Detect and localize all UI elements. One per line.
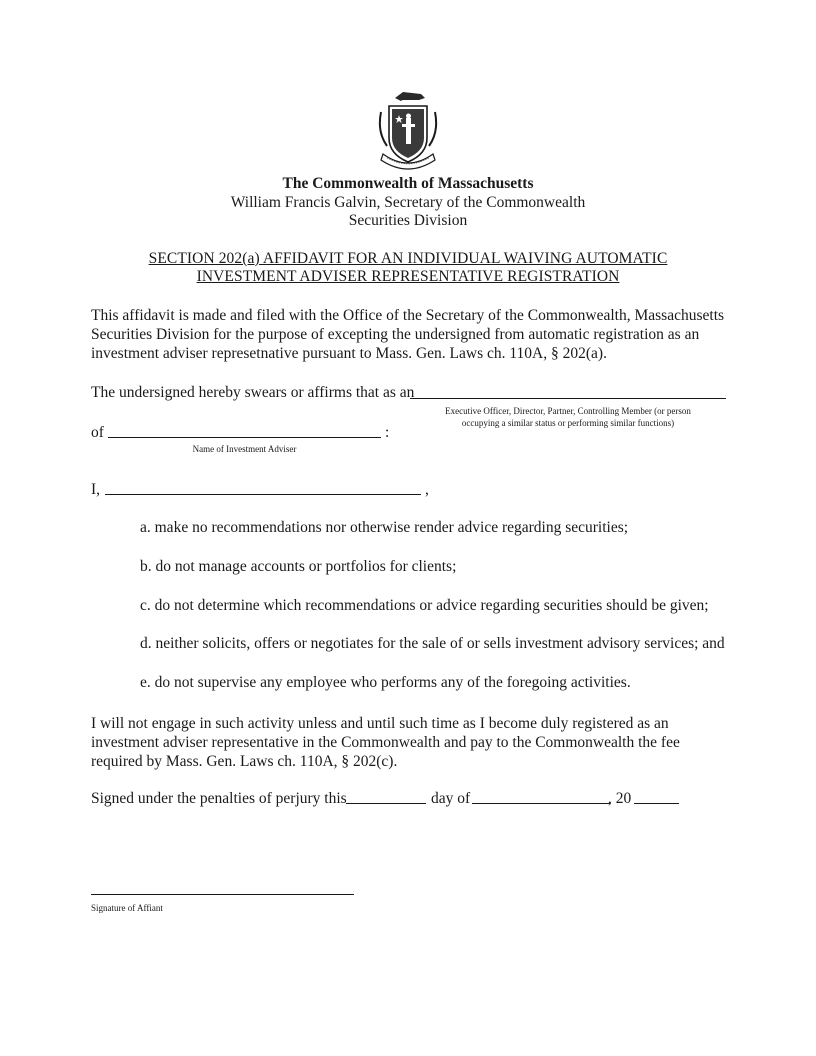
list-item-d: d. neither solicits, offers or negotiates for the sale of or sells investment advisory services; and — [140, 635, 725, 652]
role-field[interactable] — [410, 398, 726, 399]
commonwealth-title: The Commonwealth of Massachusetts — [282, 175, 534, 192]
closing-paragraph: I will not engage in such activity unless and until such time as I become duly registered as an investment adviser representative in the Commonwealth and pay to the Commonwealth the fee required by Mass. Gen. Laws ch. 110A, § 202(c). — [91, 715, 680, 770]
signature-caption: Signature of Affiant — [91, 903, 163, 913]
section-title-line-1: SECTION 202(a) AFFIDAVIT FOR AN INDIVIDUAL WAIVING AUTOMATIC — [148, 250, 668, 267]
day-of-label: day of — [431, 790, 471, 807]
list-item-b: b. do not manage accounts or portfolios for clients; — [140, 558, 457, 575]
section-title-line-2: INVESTMENT ADVISER REPRESENTATIVE REGISTRATION — [196, 268, 620, 285]
list-item-a: a. make no recommendations nor otherwise render advice regarding securities; — [140, 519, 629, 536]
massachusetts-seal-icon — [373, 88, 443, 172]
i-comma: , — [425, 481, 429, 498]
of-colon: : — [385, 424, 390, 441]
month-field[interactable] — [472, 803, 610, 804]
day-field[interactable] — [346, 803, 426, 804]
of-label: of — [91, 424, 104, 441]
swear-text: The undersigned hereby swears or affirms that as an — [91, 384, 415, 401]
list-item-c: c. do not determine which recommendations or advice regarding securities should be given; — [140, 597, 709, 614]
division-name: Securities Division — [348, 212, 468, 229]
signature-field[interactable] — [91, 894, 354, 895]
list-item-e: e. do not supervise any employee who performs any of the foregoing activities. — [140, 674, 631, 691]
secretary-name: William Francis Galvin, Secretary of the Commonwealth — [230, 194, 586, 211]
adviser-name-field[interactable] — [108, 437, 381, 438]
signed-text: Signed under the penalties of perjury this — [91, 790, 347, 807]
year-field[interactable] — [634, 803, 679, 804]
year-prefix: , 20 — [608, 790, 632, 807]
adviser-caption: Name of Investment Adviser — [192, 444, 297, 454]
affiant-name-field[interactable] — [105, 494, 421, 495]
intro-paragraph: This affidavit is made and filed with the Office of the Secretary of the Commonwealth, Massachusetts Securities Division for the purpose of excepting the undersigned from automatic registration as an investment adviser represetnative pursuant to Mass. Gen. Laws ch. 110A, § 202(a). — [91, 307, 725, 362]
role-caption-1: Executive Officer, Director, Partner, Controlling Member (or person — [445, 406, 691, 416]
i-label: I, — [91, 481, 101, 498]
role-caption-2: occupying a similar status or performing similar functions) — [461, 418, 675, 428]
